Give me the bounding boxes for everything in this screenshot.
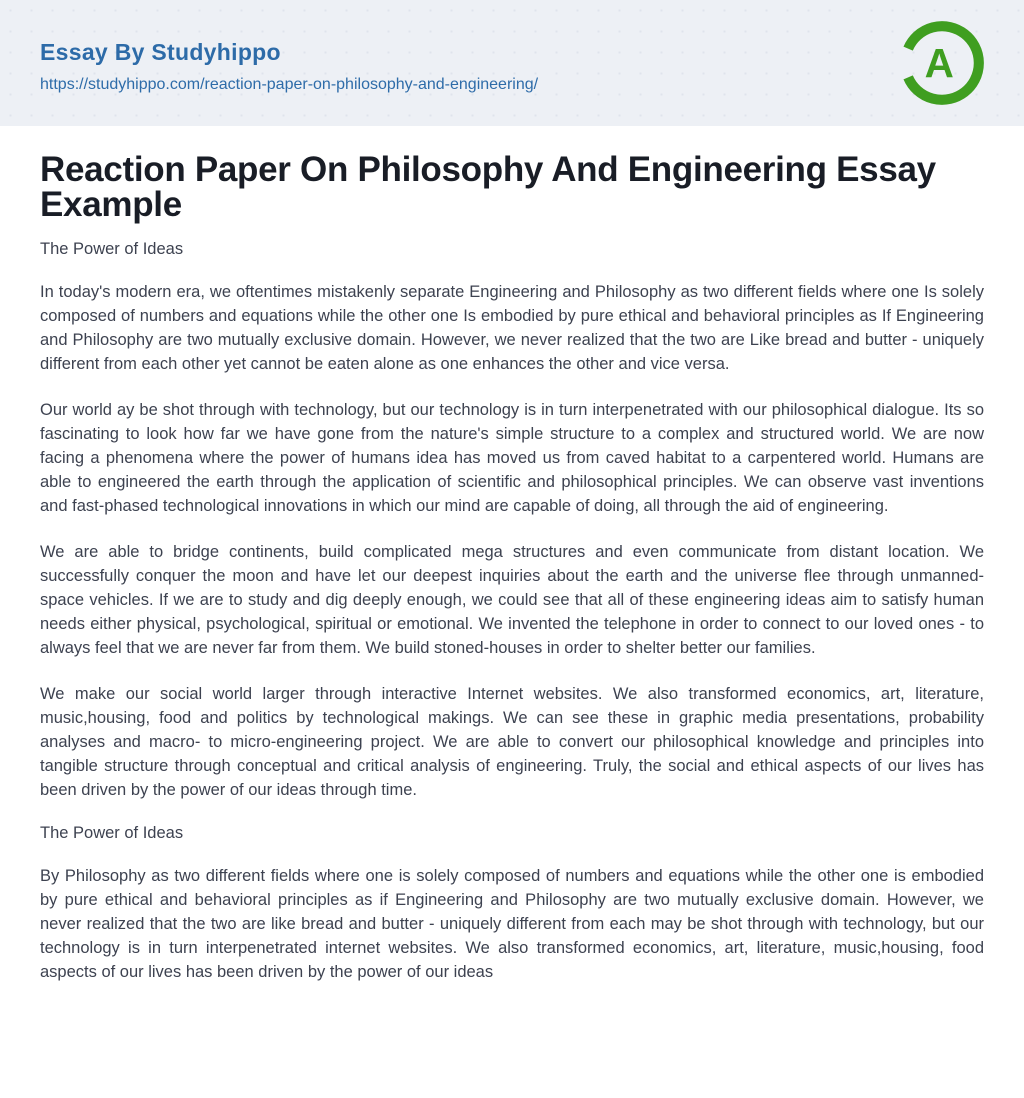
essay-paragraph-4: We make our social world larger through interactive Internet websites. We also transformed economics, art, literature, music,housing, food and politics by technological makings. We can see these in graphic media presentations, probability analyses and macro- to micro-engineering project. We are able to convert our philosophical knowledge and principles into tangible structure through conceptual and critical analysis of engineering. Truly, the social and ethical aspects of our lives has been driven by the power of our ideas through time. — [40, 685, 984, 799]
studyhippo-logo-icon — [896, 17, 988, 109]
essay-content — [0, 126, 1024, 984]
essay-paragraph-1: In today's modern era, we oftentimes mistakenly separate Engineering and Philosophy as two different fields where one Is solely composed of numbers and equations while the other one Is embodied by pure ethical and behavioral principles as If Engineering and Philosophy are two mutually exclusive domain. However, we never realized that the two are Like bread and butter - uniquely different from each other yet cannot be eaten alone as one enhances the other and vice versa. — [40, 283, 984, 373]
brand-title: Essay By Studyhippo — [40, 38, 281, 65]
essay-closing-paragraph: By Philosophy as two different fields where one is solely composed of numbers and equations while the other one is embodied by pure ethical and behavioral principles as if Engineering and Philosophy are two mutually exclusive domain. However, we never realized that the two are like bread and butter - uniquely different from each may be shot through with technology, but our technology is in turn interpenetrated internet websites. We also transformed economics, art, literature, music,housing, food aspects of our lives has been driven by the power of our ideas — [40, 867, 984, 981]
section-heading-repeat: The Power of Ideas — [40, 824, 184, 842]
essay-url-link[interactable]: https://studyhippo.com/reaction-paper-on-philosophy-and-engineering/ — [40, 75, 539, 93]
logo-letter: A — [924, 39, 954, 86]
essay-paragraph-2: Our world ay be shot through with technology, but our technology is in turn interpenetrated with our philosophical dialogue. Its so fascinating to look how far we have gone from the nature's simple structure to a complex and structured world. We are now facing a phenomena where the power of humans idea has moved us from caved habitat to a carpentered world. Humans are able to engineered the earth through the application of scientific and philosophical principles. We can observe vast inventions and fast-phased technological innovations in which our mind are capable of doing, all through the aid of engineering. — [40, 401, 984, 515]
brand-block — [40, 33, 538, 94]
section-heading: The Power of Ideas — [40, 240, 184, 258]
article-title: Reaction Paper On Philosophy And Engineering Essay Example — [40, 150, 936, 224]
essay-paragraph-3: We are able to bridge continents, build complicated mega structures and even communicate from distant location. We successfully conquer the moon and have let our deepest inquiries about the earth and the universe flee through unmanned-space vehicles. If we are to study and dig deeply enough, we could see that all of these engineering ideas aim to satisfy human needs either physical, psychological, spiritual or emotional. We invented the telephone in order to connect to our loved ones - to always feel that we are never far from them. We build stoned-houses in order to shelter better our families. — [40, 543, 984, 657]
page-header — [0, 0, 1024, 126]
